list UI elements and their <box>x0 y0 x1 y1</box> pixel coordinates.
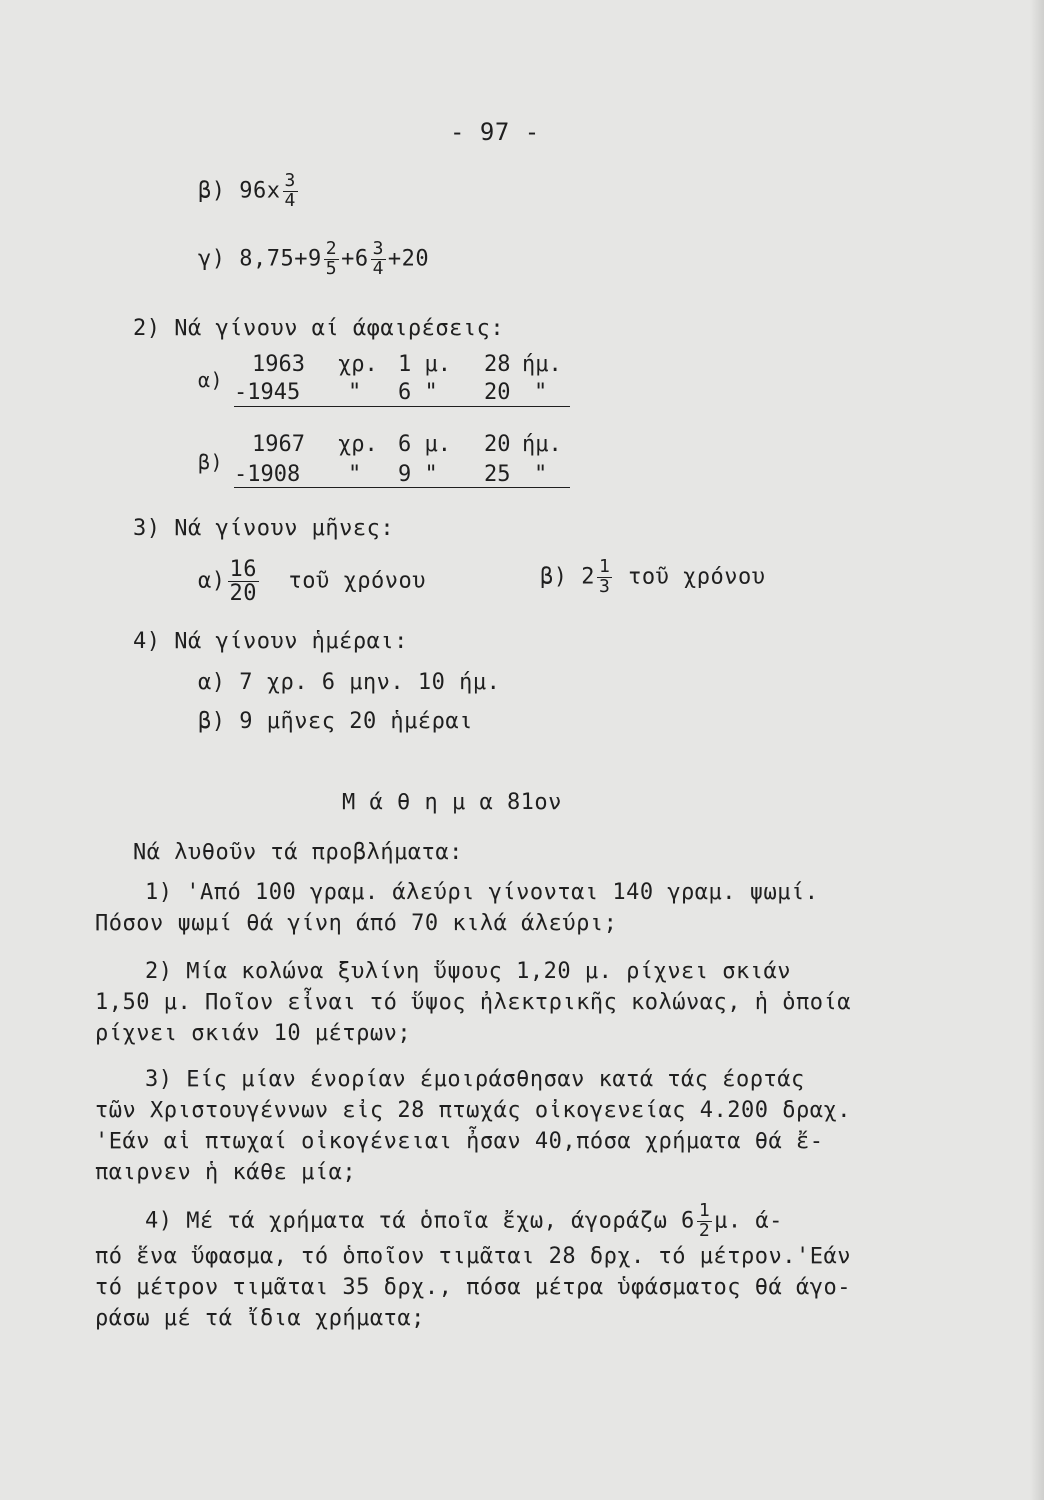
ex2-a-r1-day: 28 <box>484 352 511 377</box>
ex2-a-r1-unit: χρ. <box>338 352 378 377</box>
ex1-b-text: 96x <box>239 178 281 204</box>
problem-4-fraction: $\frac{1}{2}$ <box>698 1200 711 1241</box>
lesson-title: Μ ά θ η μ α 81ον <box>342 790 562 815</box>
ex2-a-r2-year: -1945 <box>234 380 301 405</box>
problem-2-line-3: ρίχνει σκιάν 10 μέτρων; <box>95 1021 412 1046</box>
ex3-b: β) 2 $\frac{1}{3}$ τοῦ χρόνου <box>540 556 766 597</box>
ex1-g-label: γ) <box>198 246 226 272</box>
problem-2-line-1: 2) Μία κολώνα ξυλίνη ὕψους 1,20 μ. ρίχνει σκιάν <box>145 959 792 984</box>
problem-3 <box>95 1064 925 1188</box>
ex4-title: 4) Νά γίνουν ἡμέραι: <box>133 629 408 654</box>
ex2-a-r2-day: 20 <box>484 380 511 405</box>
ex2-b-r1-year: 1967 <box>252 432 305 457</box>
ex4-a: α) 7 χρ. 6 μην. 10 ήμ. <box>198 670 501 695</box>
ex3-a: α) $\frac{16}{20}$ τοῦ χρόνου <box>198 557 426 607</box>
ex2-b-r2-unit: " <box>348 462 362 487</box>
problem-4-line-2: πό ἕνα ὕφασμα, τό ὁποῖον τιμᾶται 28 δρχ. τό μέτρον.'Εάν <box>95 1243 851 1269</box>
page-edge-shadow <box>1030 0 1044 1500</box>
ex2-b-r1-unit: χρ. <box>338 432 378 457</box>
ex2-b-rule <box>234 487 570 488</box>
ex1-b-fraction: $\frac{3}{4}$ <box>284 170 296 211</box>
ex2-b-r1-dayunit: ήμ. <box>522 432 562 457</box>
problem-2-line-2: 1,50 μ. Ποῖον εἶναι τό ὕψος ἠλεκτρικῆς κολώνας, ἡ ὁποία <box>95 990 851 1015</box>
ex1-g-fraction-1: $\frac{2}{5}$ <box>325 238 338 279</box>
ex1-g-fraction-2: $\frac{3}{4}$ <box>372 238 384 279</box>
problems-intro: Νά λυθοῦν τά προβλήματα: <box>133 840 463 865</box>
ex2-a-r1-dayunit: ήμ. <box>522 352 562 377</box>
problem-3-line-4: παιρνεν ἡ κάθε μία; <box>95 1160 357 1185</box>
ex2-a-r2-month: 6 " <box>398 380 438 405</box>
ex2-b-r2-day: 25 <box>484 462 511 487</box>
problem-3-line-3: 'Εάν αἱ πτωχαί οἰκογένειαι ἦσαν 40,πόσα χρήματα θά ἔ- <box>95 1129 824 1154</box>
problem-3-line-2: τῶν Χριστουγέννων εἰς 28 πτωχάς οἰκογενείας 4.200 δραχ. <box>95 1098 851 1123</box>
ex2-b-r2-dayunit: " <box>534 462 548 487</box>
ex2-a-r1-month: 1 μ. <box>398 352 451 377</box>
problem-4-line-1: 4) Μέ τά χρήματα τά ὁποῖα ἔχω, άγοράζω 6 $\frac{1}{2}$ μ. ά- <box>145 1200 783 1241</box>
problem-2 <box>95 956 925 1049</box>
ex1-g: γ) 8,75+9 $\frac{2}{5}$ +6 $\frac{3}{4}$ +20 <box>198 238 430 279</box>
ex2-a-r2-unit: " <box>348 380 362 405</box>
problem-1 <box>95 877 925 939</box>
problem-3-line-1: 3) Είς μίαν ένορίαν έμοιράσθησαν κατά τάς έορτάς <box>145 1067 805 1092</box>
problem-1-line-1: 1) 'Από 100 γραμ. άλεύρι γίνονται 140 γραμ. ψωμί. <box>145 880 819 905</box>
ex2-b-r1-month: 6 μ. <box>398 432 451 457</box>
ex2-title: 2) Νά γίνουν αί άφαιρέσεις: <box>133 316 505 341</box>
ex2-a-r2-dayunit: " <box>534 380 548 405</box>
ex2-a-label: α) <box>198 368 224 392</box>
problem-4-line-4: ράσω μέ τά ἴδια χρήματα; <box>95 1305 425 1331</box>
ex2-b-label: β) <box>198 450 224 474</box>
ex3-b-fraction: $\frac{1}{3}$ <box>598 556 611 597</box>
problem-1-line-2: Πόσον ψωμί θά γίνη άπό 70 κιλά άλεύρι; <box>95 911 618 936</box>
ex4-b: β) 9 μῆνες 20 ἡμέραι <box>198 709 473 734</box>
ex1-b-label: β) <box>198 178 226 204</box>
ex3-title: 3) Νά γίνουν μῆνες: <box>133 516 395 541</box>
ex1-b <box>198 172 300 211</box>
ex2-a-rule <box>234 406 570 407</box>
ex2-b-r2-year: -1908 <box>234 462 301 487</box>
ex2-b-r1-day: 20 <box>484 432 511 457</box>
ex2-b-r2-month: 9 " <box>398 462 438 487</box>
problem-4-line-3: τό μέτρον τιμᾶται 35 δρχ., πόσα μέτρα ὑφάσματος θά άγο- <box>95 1274 851 1300</box>
problem-4 <box>95 1202 925 1334</box>
ex2-a-r1-year: 1963 <box>252 352 305 377</box>
page-number: - 97 - <box>450 118 540 146</box>
ex3-a-fraction: $\frac{16}{20}$ <box>229 557 257 607</box>
